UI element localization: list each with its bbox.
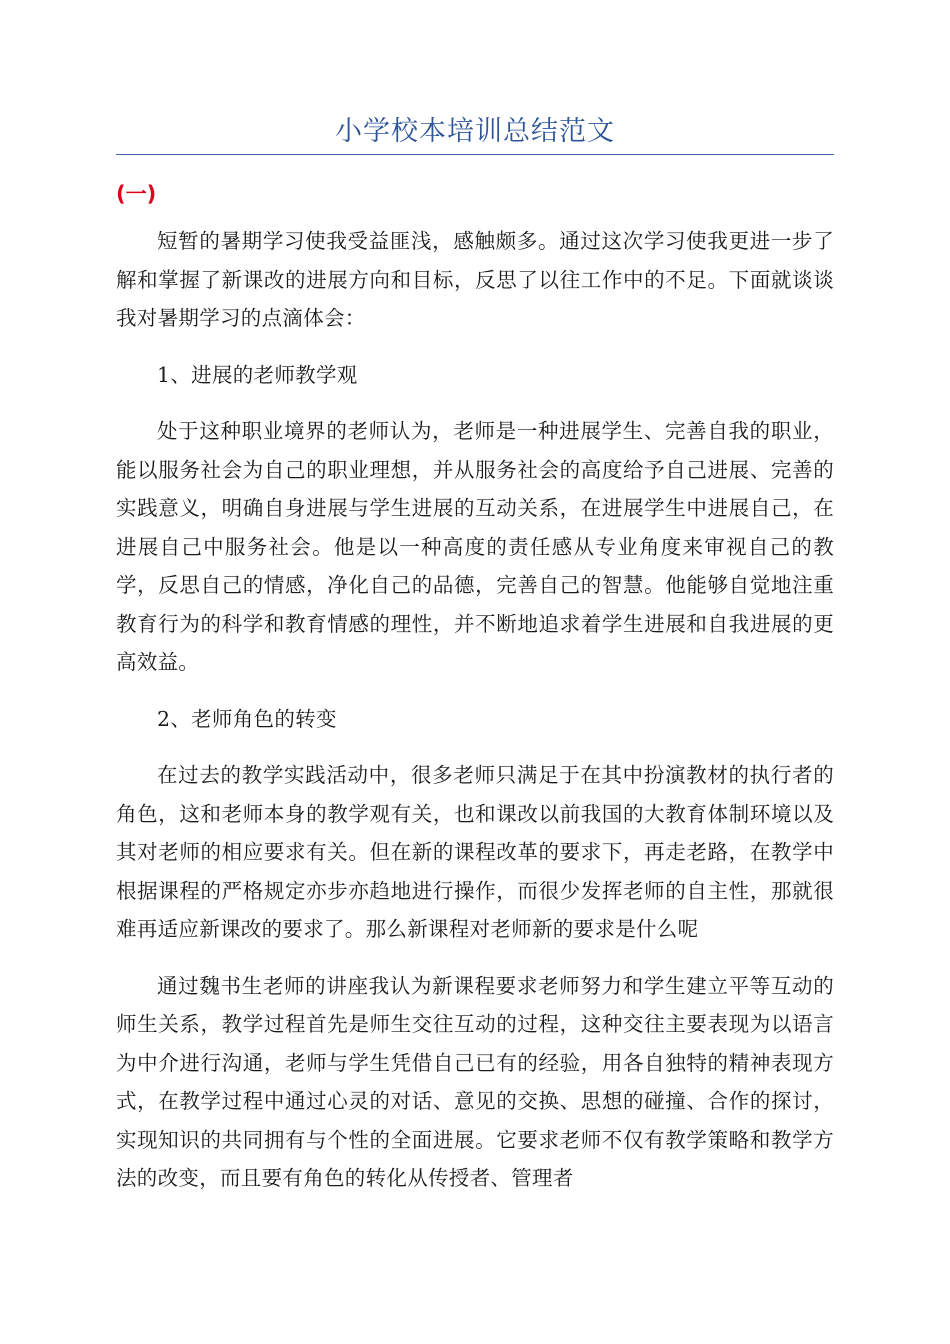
document-body	[116, 222, 834, 1198]
paragraph-intro: 短暂的暑期学习使我受益匪浅，感触颇多。通过这次学习使我更进一步了解和掌握了新课改的进展方向和目标，反思了以往工作中的不足。下面就谈谈我对暑期学习的点滴体会：	[116, 229, 834, 330]
document-title: 小学校本培训总结范文	[335, 116, 615, 147]
paragraph-3: 通过魏书生老师的讲座我认为新课程要求老师努力和学生建立平等互动的师生关系，教学过程首先是师生交往互动的过程，这种交往主要表现为以语言为中介进行沟通，老师与学生凭借自己已有的经验，用各自独特的精神表现方式，在教学过程中通过心灵的对话、意见的交换、思想的碰撞、合作的探讨，实现知识的共同拥有与个性的全面进展。它要求老师不仅有教学策略和教学方法的改变，而且要有角色的转化从传授者、管理者	[116, 973, 834, 1190]
section-heading: (一)	[116, 182, 157, 206]
paragraph-1: 处于这种职业境界的老师认为，老师是一种进展学生、完善自我的职业，能以服务社会为自己的职业理想，并从服务社会的高度给予自己进展、完善的实践意义，明确自身进展与学生进展的互动关系，在进展学生中进展自己，在进展自己中服务社会。他是以一种高度的责任感从专业角度来审视自己的教学，反思自己的情感，净化自己的品德，完善自己的智慧。他能够自觉地注重教育行为的科学和教育情感的理性，并不断地追求着学生进展和自我进展的更高效益。	[116, 419, 834, 674]
paragraph-2: 在过去的教学实践活动中，很多老师只满足于在其中扮演教材的执行者的角色，这和老师本身的教学观有关，也和课改以前我国的大教育体制环境以及其对老师的相应要求有关。但在新的课程改革的要求下，再走老路，在教学中根据课程的严格规定亦步亦趋地进行操作，而很少发挥老师的自主性，那就很难再适应新课改的要求了。那么新课程对老师新的要求是什么呢	[116, 763, 834, 941]
subheading-2: 2、老师角色的转变	[157, 706, 337, 731]
title-divider	[116, 154, 834, 155]
subheading-1: 1、进展的老师教学观	[157, 362, 358, 387]
